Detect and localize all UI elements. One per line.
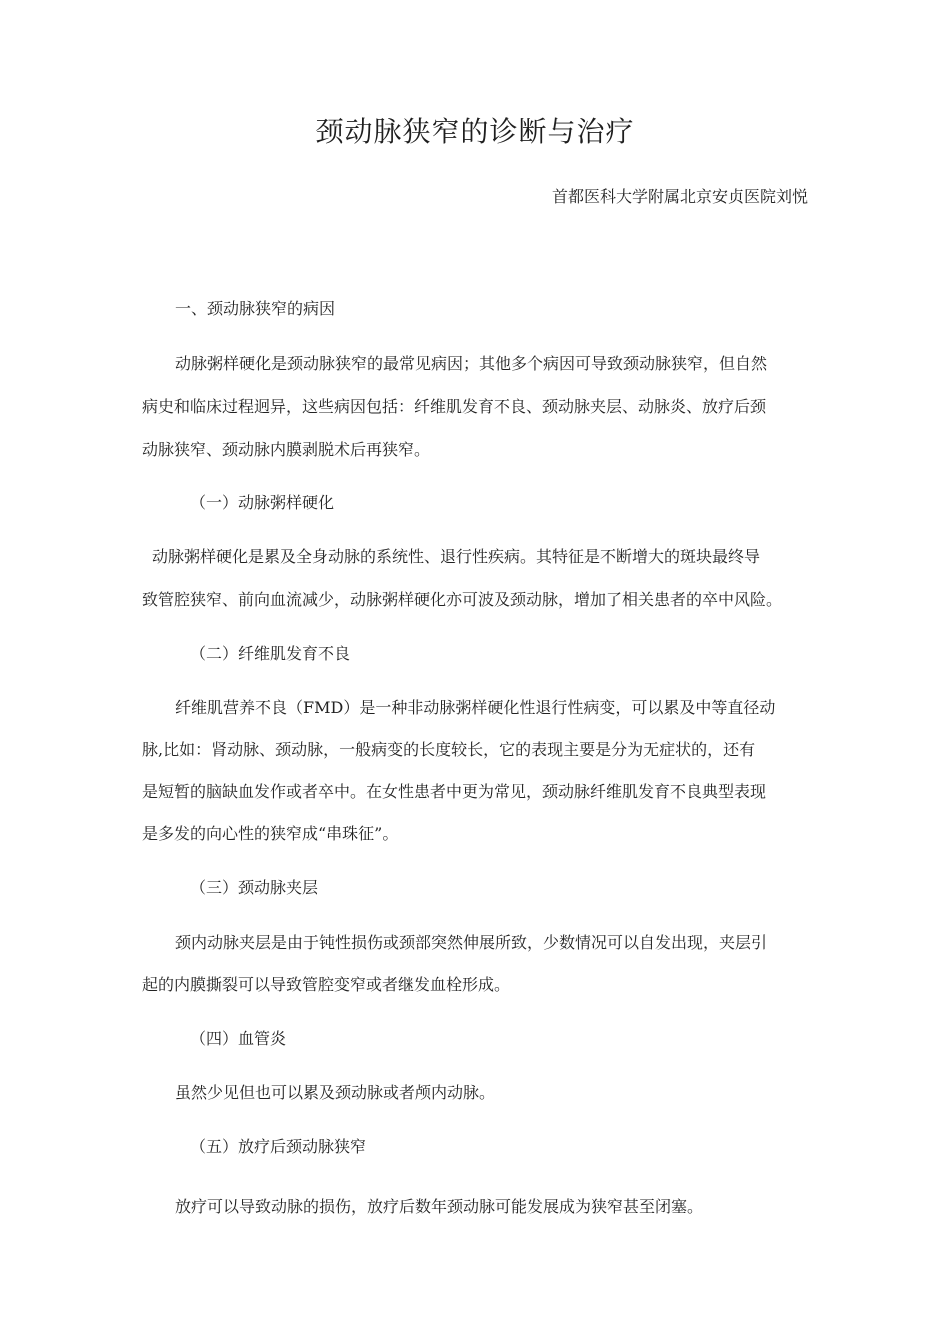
paragraph-line: 是多发的向心性的狭窄成“串珠征”。 bbox=[142, 824, 399, 843]
paragraph-line: 动脉粥样硬化是颈动脉狭窄的最常见病因；其他多个病因可导致颈动脉狭窄，但自然 bbox=[175, 354, 768, 373]
paragraph-line: 虽然少见但也可以累及颈动脉或者颅内动脉。 bbox=[175, 1083, 496, 1102]
paragraph-line: 是短暂的脑缺血发作或者卒中。在女性患者中更为常见，颈动脉纤维肌发育不良典型表现 bbox=[142, 782, 767, 801]
paragraph-line: 动脉粥样硬化是累及全身动脉的系统性、退行性疾病。其特征是不断增大的斑块最终导 bbox=[152, 547, 761, 566]
paragraph-line: 脉,比如：肾动脉、颈动脉，一般病变的长度较长，它的表现主要是分为无症状的，还有 bbox=[142, 740, 756, 759]
paragraph-line: 致管腔狭窄、前向血流减少，动脉粥样硬化亦可波及颈动脉，增加了相关患者的卒中风险。 bbox=[142, 590, 783, 609]
subsection-heading-vasculitis: （四）血管炎 bbox=[190, 1029, 287, 1048]
document-title: 颈动脉狭窄的诊断与治疗 bbox=[315, 115, 635, 148]
paragraph-line: 放疗可以导致动脉的损伤，放疗后数年颈动脉可能发展成为狭窄甚至闭塞。 bbox=[175, 1197, 704, 1216]
subsection-heading-dissection: （三）颈动脉夹层 bbox=[190, 878, 319, 897]
subsection-heading-fmd: （二）纤维肌发育不良 bbox=[190, 644, 351, 663]
paragraph-line: 动脉狭窄、颈动脉内膜剥脱术后再狭窄。 bbox=[142, 440, 431, 459]
paragraph-line: 起的内膜撕裂可以导致管腔变窄或者继发血栓形成。 bbox=[142, 975, 511, 994]
subsection-heading-radiation: （五）放疗后颈动脉狭窄 bbox=[190, 1137, 367, 1156]
document-author: 首都医科大学附属北京安贞医院刘悦 bbox=[551, 187, 808, 206]
paragraph-line: 纤维肌营养不良（FMD）是一种非动脉粥样硬化性退行性病变，可以累及中等直径动 bbox=[175, 698, 776, 717]
subsection-heading-atherosclerosis: （一）动脉粥样硬化 bbox=[190, 493, 335, 512]
paragraph-line: 颈内动脉夹层是由于钝性损伤或颈部突然伸展所致，少数情况可以自发出现，夹层引 bbox=[175, 933, 768, 952]
section-heading-causes: 一、颈动脉狭窄的病因 bbox=[175, 299, 336, 318]
paragraph-line: 病史和临床过程迥异，这些病因包括：纤维肌发育不良、颈动脉夹层、动脉炎、放疗后颈 bbox=[142, 397, 767, 416]
